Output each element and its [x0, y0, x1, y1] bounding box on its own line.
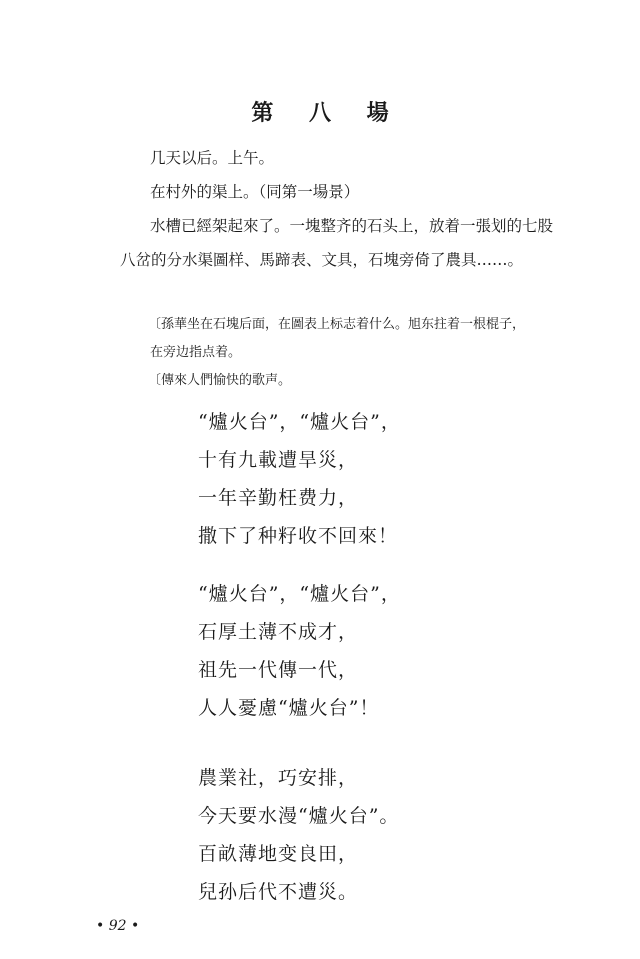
action-note-2: 在旁边指点着。 [150, 345, 242, 360]
song-line: 人人憂慮“爐火台”！ [198, 697, 380, 719]
stage-direction-setting-1: 水槽已經架起來了。一塊整齐的石头上，放着一張划的七股 [150, 217, 554, 235]
song-line: “爐火台”，“爐火台”， [198, 583, 401, 605]
stage-direction-time: 几天以后。上午。 [150, 149, 275, 167]
song-line: 石厚土薄不成才， [198, 621, 359, 643]
song-line: 兒孙后代不遭災。 [198, 881, 359, 903]
song-line: “爐火台”，“爐火台”， [198, 411, 401, 433]
song-line: 一年辛勤枉费力， [198, 487, 359, 509]
song-line: 十有九載遭旱災， [198, 449, 359, 471]
song-line: 農業社，巧安排， [198, 767, 359, 789]
song-line: 今天要水漫“爐火台”。 [198, 805, 400, 827]
action-note-1: 〔孫華坐在石塊后面，在圖表上标志着什么。旭东拄着一根棍子， [148, 317, 526, 332]
page-number: • 92 • [96, 918, 140, 934]
song-line: 祖先一代傳一代， [198, 659, 359, 681]
action-note-3: 〔傳來人們愉快的歌声。 [148, 373, 292, 388]
song-line: 百畝薄地变良田， [198, 843, 359, 865]
stage-direction-place: 在村外的渠上。（同第一場景） [150, 183, 360, 201]
stage-direction-setting-2: 八岔的分水渠圖样、馬蹄表、文具，石塊旁倚了農具……。 [120, 251, 524, 269]
song-line: 撒下了种籽收不回來！ [198, 525, 399, 547]
scene-title: 第 八 場 [251, 100, 403, 126]
